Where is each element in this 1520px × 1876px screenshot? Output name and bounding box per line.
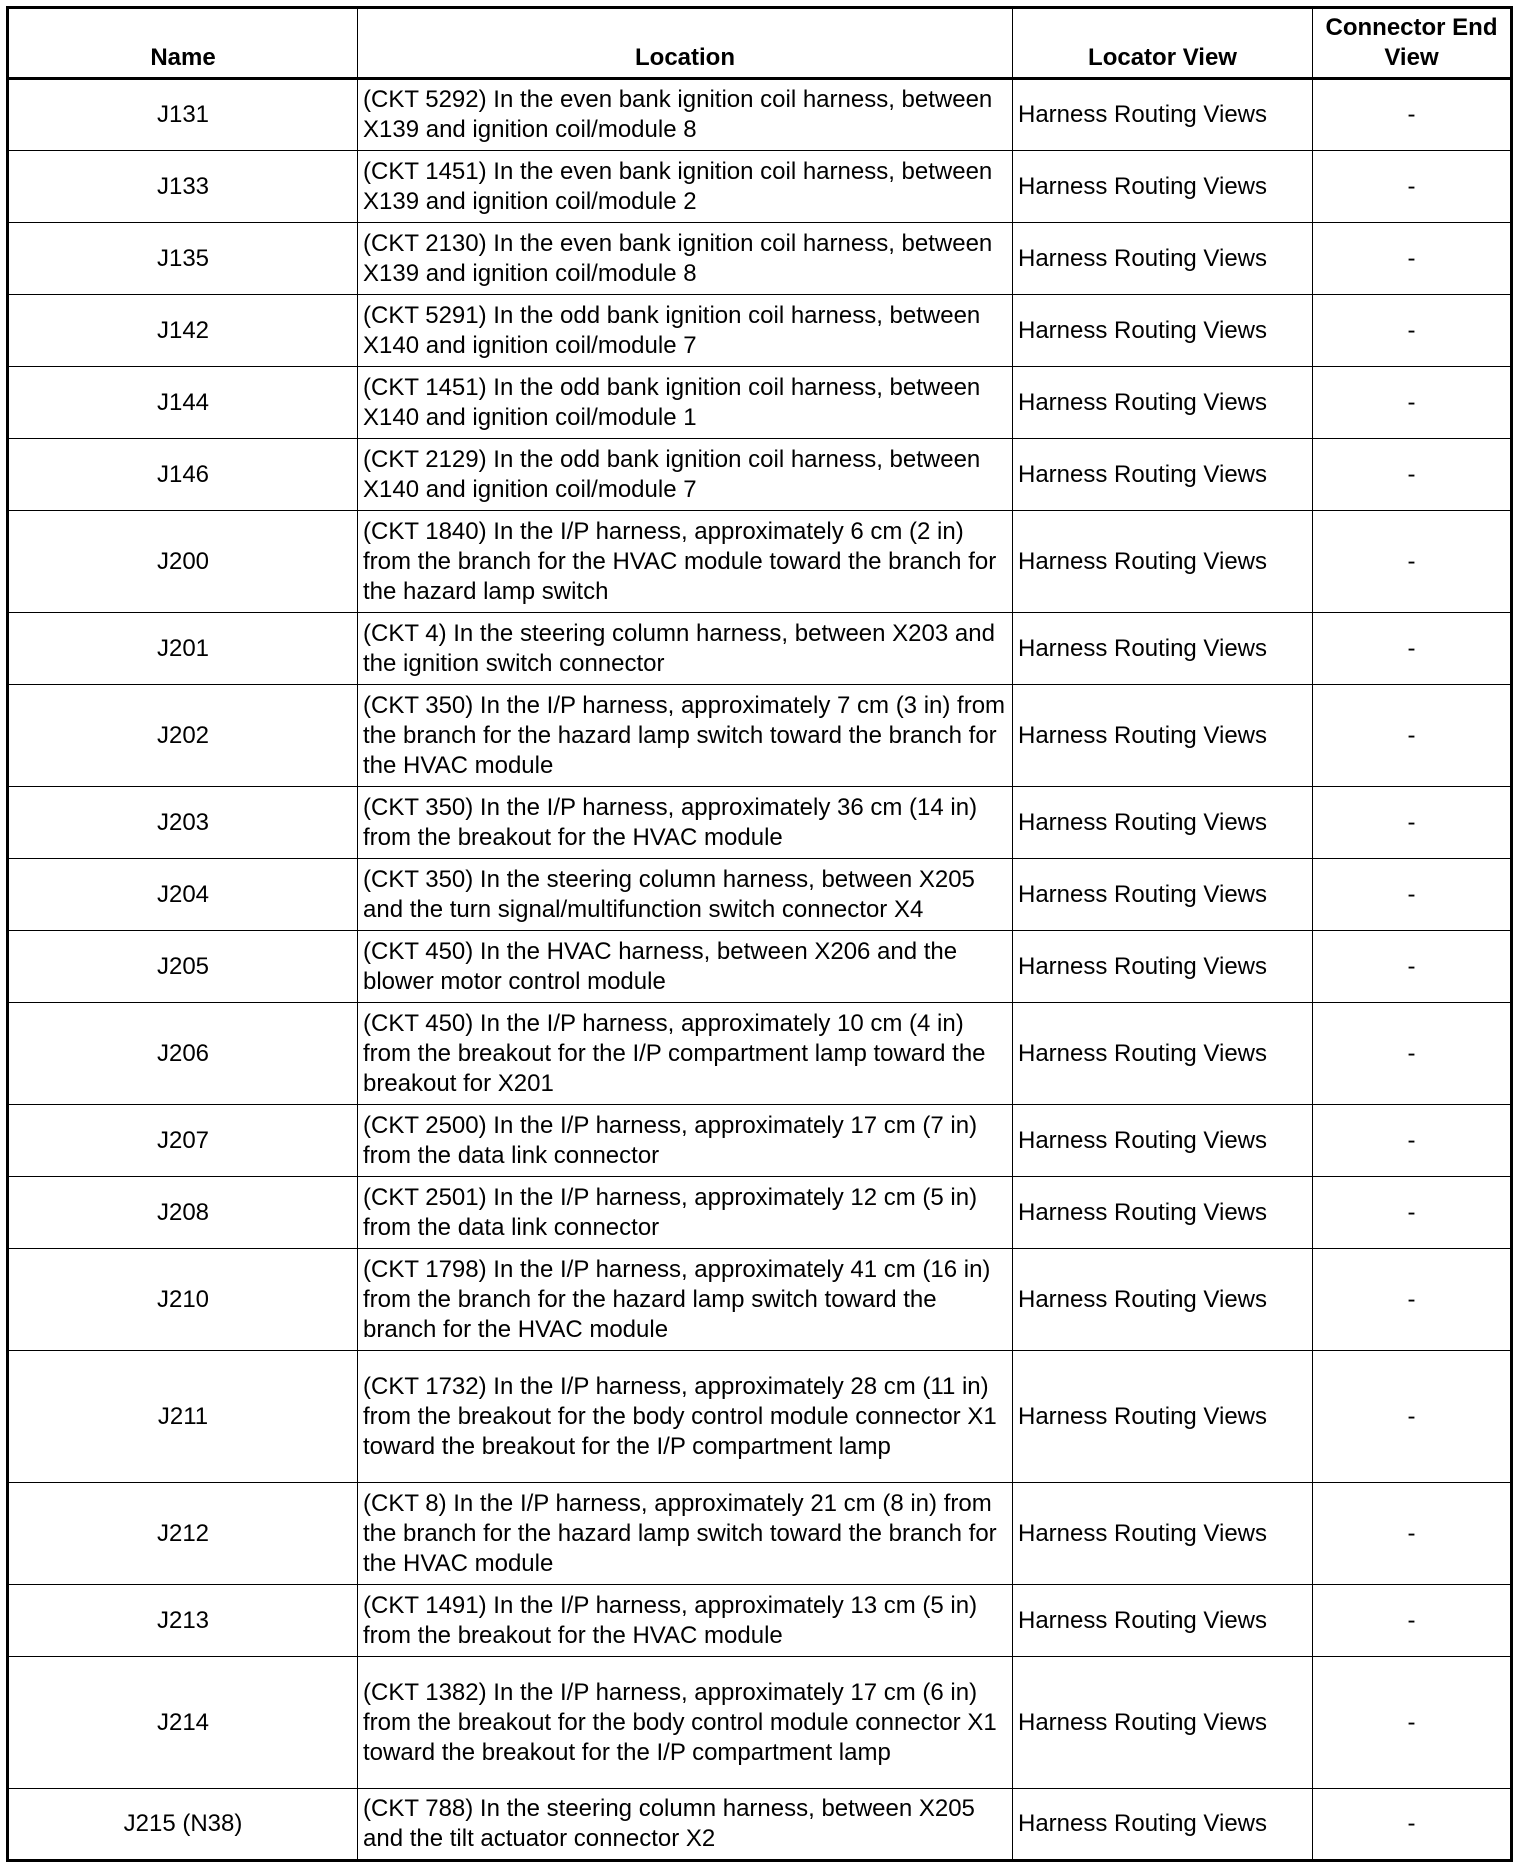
- locator-view-link[interactable]: Harness Routing Views: [1013, 151, 1313, 223]
- connector-end-view: -: [1313, 79, 1512, 151]
- table-row: [8, 1483, 1512, 1585]
- connector-end-view: -: [1313, 1789, 1512, 1861]
- locator-view-link[interactable]: Harness Routing Views: [1013, 1003, 1313, 1105]
- connector-end-view: -: [1313, 223, 1512, 295]
- splice-name: J133: [8, 151, 358, 223]
- splice-location: (CKT 5291) In the odd bank ignition coil harness, between X140 and ignition coil/module 7: [358, 295, 1013, 367]
- table-row: [8, 511, 1512, 613]
- locator-view-link[interactable]: Harness Routing Views: [1013, 685, 1313, 787]
- table-row: [8, 1003, 1512, 1105]
- connector-end-view: -: [1313, 1483, 1512, 1585]
- header-locator-view: Locator View: [1013, 8, 1313, 79]
- locator-view-link[interactable]: Harness Routing Views: [1013, 931, 1313, 1003]
- locator-view-link[interactable]: Harness Routing Views: [1013, 223, 1313, 295]
- connector-end-view: -: [1313, 931, 1512, 1003]
- splice-name: J212: [8, 1483, 358, 1585]
- table-row: [8, 685, 1512, 787]
- connector-end-view: -: [1313, 1105, 1512, 1177]
- header-location: Location: [358, 8, 1013, 79]
- splice-location: (CKT 350) In the steering column harness, between X205 and the turn signal/multifunction switch connector X4: [358, 859, 1013, 931]
- splice-location: (CKT 450) In the I/P harness, approximately 10 cm (4 in) from the breakout for the I/P compartment lamp toward the breakout for X201: [358, 1003, 1013, 1105]
- splice-name: J210: [8, 1249, 358, 1351]
- splice-name: J200: [8, 511, 358, 613]
- splice-name: J144: [8, 367, 358, 439]
- splice-name: J207: [8, 1105, 358, 1177]
- locator-view-link[interactable]: Harness Routing Views: [1013, 295, 1313, 367]
- splice-location: (CKT 1491) In the I/P harness, approximately 13 cm (5 in) from the breakout for the HVAC module: [358, 1585, 1013, 1657]
- locator-view-link[interactable]: Harness Routing Views: [1013, 1585, 1313, 1657]
- connector-end-view: -: [1313, 511, 1512, 613]
- table-row: [8, 1177, 1512, 1249]
- splice-location: (CKT 450) In the HVAC harness, between X206 and the blower motor control module: [358, 931, 1013, 1003]
- connector-end-view: -: [1313, 367, 1512, 439]
- locator-view-link[interactable]: Harness Routing Views: [1013, 511, 1313, 613]
- splice-location: (CKT 1382) In the I/P harness, approximately 17 cm (6 in) from the breakout for the body control module connector X1 toward the breakout for the I/P compartment lamp: [358, 1657, 1013, 1789]
- table-row: [8, 79, 1512, 151]
- splice-location: (CKT 5292) In the even bank ignition coil harness, between X139 and ignition coil/module 8: [358, 79, 1013, 151]
- table-row: [8, 1249, 1512, 1351]
- table-header-row: [8, 8, 1512, 79]
- splice-name: J146: [8, 439, 358, 511]
- connector-end-view: -: [1313, 787, 1512, 859]
- splice-name: J214: [8, 1657, 358, 1789]
- table-row: [8, 367, 1512, 439]
- splice-location: (CKT 1451) In the odd bank ignition coil harness, between X140 and ignition coil/module 1: [358, 367, 1013, 439]
- splice-name: J203: [8, 787, 358, 859]
- splice-location: (CKT 1840) In the I/P harness, approximately 6 cm (2 in) from the branch for the HVAC module toward the branch for the hazard lamp switch: [358, 511, 1013, 613]
- table-row: [8, 1657, 1512, 1789]
- splice-name: J131: [8, 79, 358, 151]
- splice-location: (CKT 4) In the steering column harness, between X203 and the ignition switch connector: [358, 613, 1013, 685]
- table-row: [8, 151, 1512, 223]
- splice-location: (CKT 2130) In the even bank ignition coil harness, between X139 and ignition coil/module 8: [358, 223, 1013, 295]
- splice-location: (CKT 788) In the steering column harness, between X205 and the tilt actuator connector X2: [358, 1789, 1013, 1861]
- splice-location: (CKT 2129) In the odd bank ignition coil harness, between X140 and ignition coil/module 7: [358, 439, 1013, 511]
- connector-end-view: -: [1313, 295, 1512, 367]
- splice-location: (CKT 350) In the I/P harness, approximately 7 cm (3 in) from the branch for the hazard lamp switch toward the branch for the HVAC module: [358, 685, 1013, 787]
- connector-end-view: -: [1313, 1249, 1512, 1351]
- splice-name: J135: [8, 223, 358, 295]
- table-row: [8, 439, 1512, 511]
- splice-name: J204: [8, 859, 358, 931]
- splice-name: J202: [8, 685, 358, 787]
- locator-view-link[interactable]: Harness Routing Views: [1013, 1657, 1313, 1789]
- locator-view-link[interactable]: Harness Routing Views: [1013, 439, 1313, 511]
- splice-name: J213: [8, 1585, 358, 1657]
- table-row: [8, 1789, 1512, 1861]
- splice-location: (CKT 1451) In the even bank ignition coil harness, between X139 and ignition coil/module 2: [358, 151, 1013, 223]
- table-row: [8, 1585, 1512, 1657]
- locator-view-link[interactable]: Harness Routing Views: [1013, 1105, 1313, 1177]
- table-row: [8, 859, 1512, 931]
- splice-location: (CKT 8) In the I/P harness, approximately 21 cm (8 in) from the branch for the hazard lamp switch toward the branch for the HVAC module: [358, 1483, 1013, 1585]
- connector-end-view: -: [1313, 1585, 1512, 1657]
- header-name: Name: [8, 8, 358, 79]
- locator-view-link[interactable]: Harness Routing Views: [1013, 1177, 1313, 1249]
- locator-view-link[interactable]: Harness Routing Views: [1013, 367, 1313, 439]
- table-row: [8, 295, 1512, 367]
- splice-name: J206: [8, 1003, 358, 1105]
- locator-view-link[interactable]: Harness Routing Views: [1013, 859, 1313, 931]
- splice-location: (CKT 1798) In the I/P harness, approximately 41 cm (16 in) from the branch for the hazard lamp switch toward the branch for the HVAC module: [358, 1249, 1013, 1351]
- splice-name: J201: [8, 613, 358, 685]
- header-connector-end-view: Connector End View: [1313, 8, 1512, 79]
- table-row: [8, 613, 1512, 685]
- connector-end-view: -: [1313, 685, 1512, 787]
- connector-end-view: -: [1313, 1351, 1512, 1483]
- splice-name: J142: [8, 295, 358, 367]
- splice-name: J211: [8, 1351, 358, 1483]
- splice-location: (CKT 350) In the I/P harness, approximately 36 cm (14 in) from the breakout for the HVAC module: [358, 787, 1013, 859]
- connector-end-view: -: [1313, 1177, 1512, 1249]
- locator-view-link[interactable]: Harness Routing Views: [1013, 787, 1313, 859]
- splice-table: [6, 6, 1513, 1862]
- splice-name: J215 (N38): [8, 1789, 358, 1861]
- table-row: [8, 1351, 1512, 1483]
- splice-location: (CKT 1732) In the I/P harness, approximately 28 cm (11 in) from the breakout for the body control module connector X1 toward the breakout for the I/P compartment lamp: [358, 1351, 1013, 1483]
- splice-location: (CKT 2501) In the I/P harness, approximately 12 cm (5 in) from the data link connector: [358, 1177, 1013, 1249]
- connector-end-view: -: [1313, 613, 1512, 685]
- locator-view-link[interactable]: Harness Routing Views: [1013, 79, 1313, 151]
- connector-end-view: -: [1313, 439, 1512, 511]
- connector-end-view: -: [1313, 151, 1512, 223]
- connector-end-view: -: [1313, 1003, 1512, 1105]
- locator-view-link[interactable]: Harness Routing Views: [1013, 1351, 1313, 1483]
- locator-view-link[interactable]: Harness Routing Views: [1013, 613, 1313, 685]
- locator-view-link[interactable]: Harness Routing Views: [1013, 1249, 1313, 1351]
- connector-end-view: -: [1313, 1657, 1512, 1789]
- table-row: [8, 223, 1512, 295]
- splice-table-sheet: [6, 6, 1513, 1862]
- locator-view-link[interactable]: Harness Routing Views: [1013, 1789, 1313, 1861]
- table-row: [8, 787, 1512, 859]
- splice-location: (CKT 2500) In the I/P harness, approximately 17 cm (7 in) from the data link connector: [358, 1105, 1013, 1177]
- table-row: [8, 1105, 1512, 1177]
- table-row: [8, 931, 1512, 1003]
- splice-name: J205: [8, 931, 358, 1003]
- splice-name: J208: [8, 1177, 358, 1249]
- connector-end-view: -: [1313, 859, 1512, 931]
- locator-view-link[interactable]: Harness Routing Views: [1013, 1483, 1313, 1585]
